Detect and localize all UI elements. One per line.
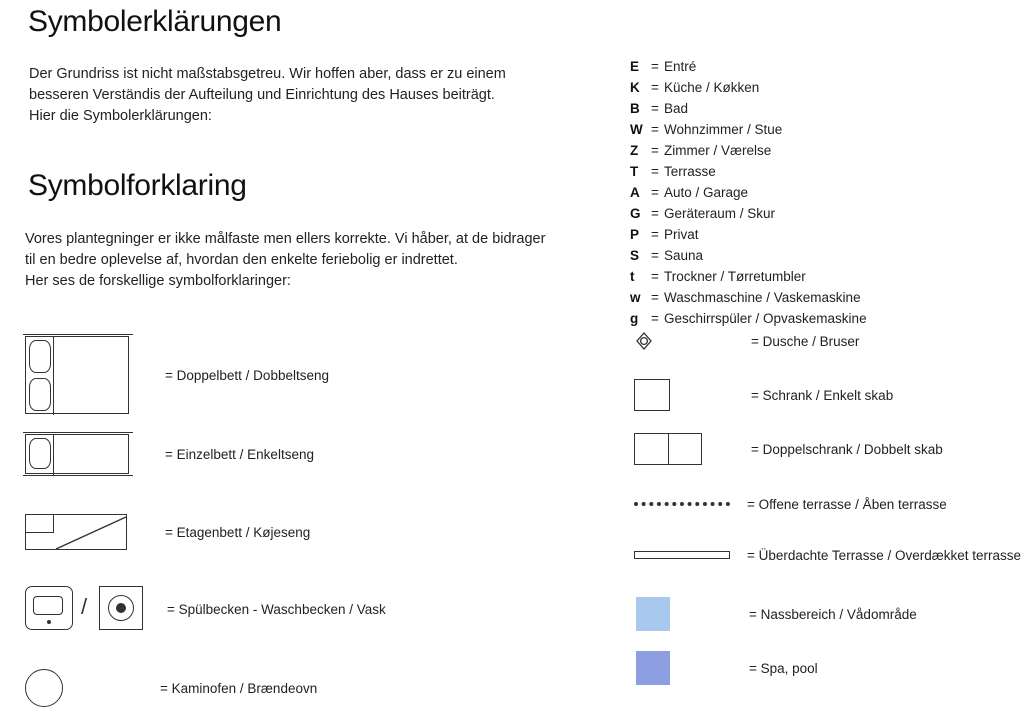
abbrev-equals: =	[651, 248, 659, 263]
abbrev-key: t	[630, 269, 635, 284]
abbrev-key: W	[630, 122, 643, 137]
abbreviation-row	[630, 245, 867, 266]
legend-item-open-terrace	[634, 495, 1014, 513]
wet-area-swatch-icon	[636, 597, 670, 631]
bunk-bed-icon	[25, 514, 127, 550]
legend-label-bunk-bed: = Etagenbett / Køjeseng	[165, 524, 311, 540]
abbrev-equals: =	[651, 206, 659, 221]
abbreviation-row	[630, 287, 867, 308]
abbrev-equals: =	[651, 164, 659, 179]
abbrev-equals: =	[651, 143, 659, 158]
legend-item-covered-terrace	[634, 548, 1024, 562]
legend-item-double-cabinet	[634, 433, 1014, 465]
abbrev-key: T	[630, 164, 639, 179]
abbrev-equals: =	[651, 185, 659, 200]
open-terrace-icon	[634, 502, 730, 506]
abbreviation-row	[630, 161, 867, 182]
abbreviation-row	[630, 182, 867, 203]
abbreviation-row	[630, 77, 867, 98]
legend-item-shower	[634, 330, 1014, 352]
abbrev-equals: =	[651, 269, 659, 284]
abbrev-key: A	[630, 185, 640, 200]
legend-label-double-bed: = Doppelbett / Dobbeltseng	[165, 367, 329, 383]
double-bed-icon	[25, 336, 129, 414]
legend-label-wet-area: = Nassbereich / Vådområde	[749, 606, 917, 622]
legend-item-wet-area	[636, 597, 1016, 631]
abbrev-key: P	[630, 227, 640, 242]
intro-da-line2: til en bedre oplevelse af, hvordan den enkelte feriebolig er indrettet.	[25, 252, 458, 268]
abbreviation-row	[630, 266, 867, 287]
page-title-de: Symbolerklärungen	[28, 5, 282, 38]
abbrev-value: Terrasse	[664, 164, 716, 179]
abbrev-value: Küche / Køkken	[664, 80, 760, 95]
abbrev-equals: =	[651, 227, 659, 242]
legend-label-single-bed: = Einzelbett / Enkeltseng	[165, 446, 314, 462]
abbrev-value: Sauna	[664, 248, 704, 263]
sink-rect-icon	[25, 586, 73, 630]
abbrev-value: Geschirrspüler / Opvaskemaskine	[664, 311, 867, 326]
abbreviation-row	[630, 224, 867, 245]
abbrev-key: w	[630, 290, 641, 305]
legend-item-single-bed	[25, 432, 545, 476]
intro-de-line3: Hier die Symbolerklärungen:	[29, 108, 212, 124]
abbreviation-row	[630, 119, 867, 140]
abbrev-equals: =	[651, 290, 659, 305]
abbreviation-row	[630, 98, 867, 119]
legend-item-bunk-bed	[25, 512, 545, 552]
abbrev-key: K	[630, 80, 640, 95]
abbrev-value: Waschmaschine / Vaskemaskine	[664, 290, 861, 305]
intro-da-line1: Vores plantegninger er ikke målfaste men ellers korrekte. Vi håber, at de bidrager	[25, 231, 546, 247]
intro-da-line3: Her ses de forskellige symbolforklaringer:	[25, 273, 291, 289]
sink-washbasin-icon	[25, 586, 145, 632]
abbrev-equals: =	[651, 101, 659, 116]
legend-item-double-bed	[25, 334, 545, 416]
abbrev-value: Geräteraum / Skur	[664, 206, 776, 221]
fireplace-stove-icon	[25, 669, 63, 707]
abbrev-key: Z	[630, 143, 639, 158]
abbrev-key: g	[630, 311, 639, 326]
abbrev-value: Zimmer / Værelse	[664, 143, 772, 158]
abbrev-value: Entré	[664, 59, 697, 74]
spa-pool-swatch-icon	[636, 651, 670, 685]
abbrev-value: Bad	[664, 101, 689, 116]
abbrev-key: S	[630, 248, 640, 263]
abbreviation-row	[630, 308, 867, 329]
abbreviation-list	[630, 56, 867, 329]
abbrev-equals: =	[651, 80, 659, 95]
legend-label-shower: = Dusche / Bruser	[751, 333, 860, 349]
intro-paragraph-de	[29, 64, 569, 127]
legend-item-spa-pool	[636, 651, 1016, 685]
abbrev-value: Privat	[664, 227, 699, 242]
intro-paragraph-da	[25, 229, 565, 292]
legend-label-single-cabinet: = Schrank / Enkelt skab	[751, 387, 894, 403]
page-title-da: Symbolforklaring	[28, 169, 247, 202]
legend-label-spa-pool: = Spa, pool	[749, 660, 818, 676]
intro-de-line1: Der Grundriss ist nicht maßstabsgetreu. Wir hoffen aber, dass er zu einem	[29, 66, 506, 82]
legend-item-sink	[25, 586, 545, 632]
abbrev-equals: =	[651, 59, 659, 74]
legend-label-double-cabinet: = Doppelschrank / Dobbelt skab	[751, 441, 943, 457]
abbreviation-row	[630, 203, 867, 224]
abbrev-key: G	[630, 206, 641, 221]
legend-item-stove	[25, 668, 545, 708]
abbrev-key: B	[630, 101, 640, 116]
covered-terrace-icon	[634, 551, 730, 559]
legend-label-sink: = Spülbecken - Waschbecken / Vask	[167, 601, 386, 617]
legend-label-covered-terrace: = Überdachte Terrasse / Overdækket terrasse	[747, 547, 1021, 563]
abbrev-value: Auto / Garage	[664, 185, 749, 200]
separator-slash: /	[81, 594, 88, 619]
single-cabinet-icon	[634, 379, 670, 411]
single-bed-icon	[25, 434, 129, 474]
legend-label-stove: = Kaminofen / Brændeovn	[160, 680, 318, 696]
abbrev-value: Trockner / Tørretumbler	[664, 269, 806, 284]
abbrev-value: Wohnzimmer / Stue	[664, 122, 783, 137]
double-cabinet-icon	[634, 433, 702, 465]
shower-icon	[634, 331, 654, 351]
abbrev-equals: =	[651, 311, 659, 326]
legend-label-open-terrace: = Offene terrasse / Åben terrasse	[747, 496, 947, 512]
washbasin-round-icon	[99, 586, 143, 630]
abbrev-equals: =	[651, 122, 659, 137]
abbreviation-row	[630, 56, 867, 77]
intro-de-line2: besseren Verständis der Aufteilung und Einrichtung des Hauses beiträgt.	[29, 87, 495, 103]
abbreviation-row	[630, 140, 867, 161]
abbrev-key: E	[630, 59, 640, 74]
legend-item-single-cabinet	[634, 379, 1014, 411]
